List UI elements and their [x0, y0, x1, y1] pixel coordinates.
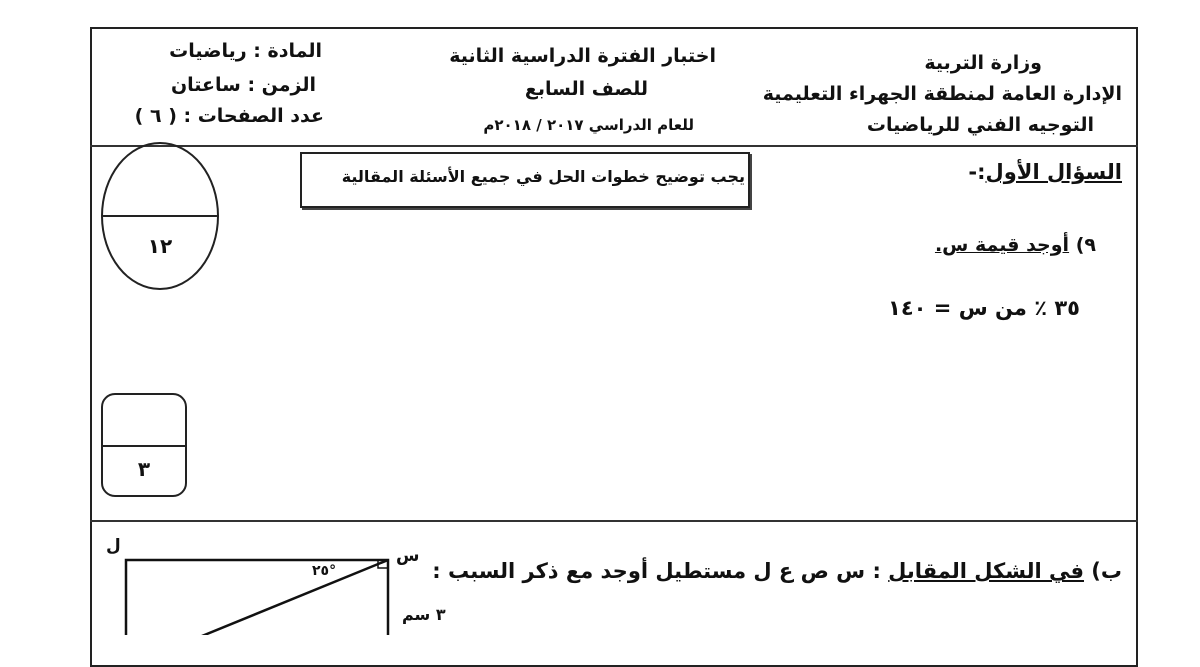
part-a	[935, 234, 1096, 256]
score-divider	[103, 215, 217, 217]
instruction-text: يجب توضيح خطوات الحل في جميع الأسئلة المقالية	[341, 167, 745, 186]
rectangle-shape	[126, 560, 388, 635]
score-divider	[103, 445, 185, 447]
side-length-label: ٣ سم	[402, 605, 446, 624]
vertex-l-label: ل	[106, 536, 121, 556]
subject-label: المادة : رياضيات	[169, 40, 322, 62]
part-a-label: ٩)	[1075, 234, 1096, 256]
question-score-oval	[101, 142, 219, 290]
header-divider	[90, 145, 1138, 147]
question-total-score: ١٢	[147, 234, 173, 258]
directorate-name: الإدارة العامة لمنطقة الجهراء التعليمية	[762, 83, 1122, 105]
diagonal-line	[180, 560, 388, 635]
vertex-s-label: س	[396, 546, 420, 566]
part-b	[432, 559, 1122, 583]
duration-label: الزمن : ساعتان	[170, 74, 316, 96]
question-title-suffix: :-	[968, 160, 986, 184]
section-divider	[90, 520, 1138, 522]
academic-year: للعام الدراسي ٢٠١٧ / ٢٠١٨م	[483, 116, 694, 134]
part-total-score: ٣	[137, 457, 151, 481]
part-score-box	[101, 393, 187, 497]
part-b-label: ب)	[1091, 559, 1122, 583]
equation: ٣٥ ٪ من س = ١٤٠	[888, 296, 1080, 320]
page-count-label: عدد الصفحات : ( ٦ )	[134, 105, 324, 127]
part-b-text: : س ص ع ل مستطيل أوجد مع ذكر السبب :	[432, 559, 881, 583]
part-b-underlined: في الشكل المقابل	[888, 559, 1084, 583]
question-title-text: السؤال الأول	[985, 160, 1122, 184]
exam-title: اختبار الفترة الدراسية الثانية	[449, 45, 716, 67]
question-title	[968, 160, 1122, 184]
angle-label: °٢٥	[312, 563, 337, 579]
department-name: التوجيه الفني للرياضيات	[866, 114, 1094, 136]
grade-label: للصف السابع	[524, 78, 648, 100]
part-a-text: أوجد قيمة س.	[934, 234, 1070, 256]
ministry-name: وزارة التربية	[924, 52, 1042, 74]
